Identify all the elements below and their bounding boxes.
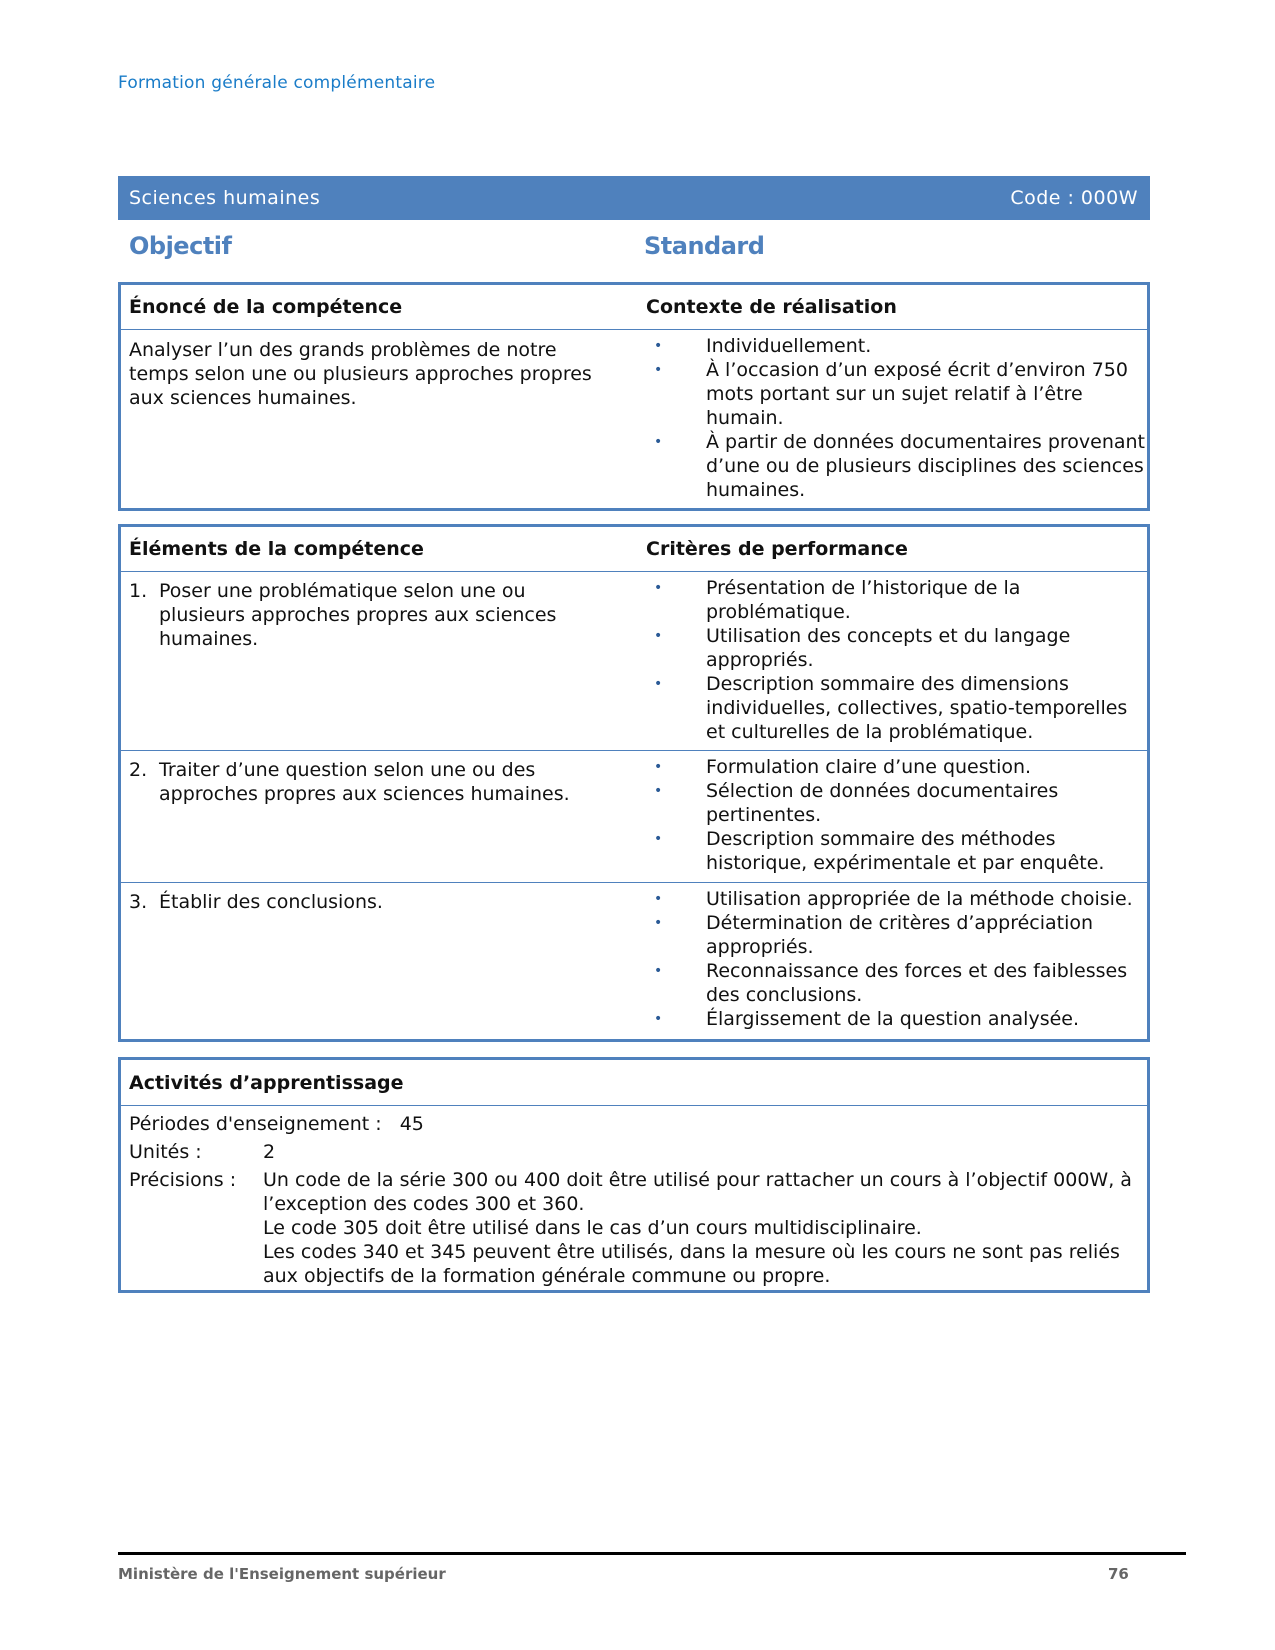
precisions-text: Un code de la série 300 ou 400 doit être utilisé pour rattacher un cours à l’objectif 000W, à l’exception des codes 300 et 360. Le code 305 doit être utilisé dans le cas d’un cours multidisciplinaire. Les codes 340 et 345 peuvent être utilisés, dans la mesure où les cours ne sont pas reliés aux objectifs de la formation générale commune ou propre. (263, 1169, 1132, 1287)
element-number: 2. (129, 759, 148, 781)
elements-table (118, 524, 1150, 1042)
precisions-label: Précisions : (129, 1169, 237, 1191)
element-cell (129, 758, 609, 806)
list-item: • À partir de données documentaires provenant d’une ou de plusieurs disciplines des sciences humaines. (636, 430, 1146, 502)
band-code: Code : 000W (1010, 187, 1138, 209)
criteres-list (636, 755, 1146, 875)
activites-table (118, 1057, 1150, 1293)
element-text: Établir des conclusions. (159, 891, 383, 913)
competence-header-row (121, 285, 1147, 330)
bullet-icon: • (654, 891, 663, 907)
periodes-value: 45 (399, 1113, 424, 1135)
elements-header: Éléments de la compétence (129, 538, 424, 560)
table-row (121, 883, 1147, 1037)
bullet-icon: • (654, 831, 663, 847)
section-title: Formation générale complémentaire (118, 73, 436, 93)
standard-heading: Standard (644, 232, 765, 260)
contexte-list (636, 334, 1146, 502)
list-item: • Élargissement de la question analysée. (636, 1007, 1146, 1031)
periodes-row (129, 1112, 1139, 1136)
list-item: • Formulation claire d’une question. (636, 755, 1146, 779)
page-number: 76 (1108, 1565, 1129, 1583)
precisions-row (129, 1168, 1139, 1288)
competence-row (121, 330, 1147, 510)
list-item: • Utilisation des concepts et du langage appropriés. (636, 624, 1146, 672)
list-item: • Présentation de l’historique de la problématique. (636, 576, 1146, 624)
bullet-icon: • (654, 434, 663, 450)
periodes-label: Périodes d'enseignement : (129, 1113, 382, 1135)
elements-header-row (121, 527, 1147, 572)
bullet-icon: • (654, 759, 663, 775)
activites-body (121, 1106, 1147, 1290)
bullet-icon: • (654, 580, 663, 596)
competence-table (118, 282, 1150, 511)
unites-label: Unités : (129, 1141, 202, 1163)
list-item: • Détermination de critères d’appréciation appropriés. (636, 911, 1146, 959)
enonce-header: Énoncé de la compétence (129, 296, 403, 318)
element-cell (129, 579, 609, 651)
bullet-icon: • (654, 338, 663, 354)
criteres-list (636, 576, 1146, 744)
criteres-list (636, 887, 1146, 1031)
list-item: • Description sommaire des méthodes historique, expérimentale et par enquête. (636, 827, 1146, 875)
list-item: • À l’occasion d’un exposé écrit d’environ 750 mots portant sur un sujet relatif à l’être humain. (636, 358, 1146, 430)
bullet-icon: • (654, 676, 663, 692)
list-item: • Description sommaire des dimensions individuelles, collectives, spatio-temporelles et culturelles de la problématique. (636, 672, 1146, 744)
unites-value: 2 (263, 1141, 276, 1163)
band-title: Sciences humaines (129, 187, 321, 209)
bullet-icon: • (654, 783, 663, 799)
bullet-icon: • (654, 915, 663, 931)
bullet-icon: • (654, 628, 663, 644)
objective-band (118, 176, 1150, 220)
enonce-text: Analyser l’un des grands problèmes de notre temps selon une ou plusieurs approches propres aux sciences humaines. (129, 339, 592, 409)
element-text: Poser une problématique selon une ou plusieurs approches propres aux sciences humaines. (159, 580, 557, 650)
list-item: • Reconnaissance des forces et des faiblesses des conclusions. (636, 959, 1146, 1007)
element-cell (129, 890, 609, 914)
list-item: • Sélection de données documentaires pertinentes. (636, 779, 1146, 827)
criteres-header: Critères de performance (646, 538, 908, 560)
list-item: • Individuellement. (636, 334, 1146, 358)
element-text: Traiter d’une question selon une ou des approches propres aux sciences humaines. (159, 759, 570, 805)
unites-row (129, 1140, 1139, 1164)
table-row (121, 751, 1147, 883)
list-item: • Utilisation appropriée de la méthode choisie. (636, 887, 1146, 911)
bullet-icon: • (654, 963, 663, 979)
element-number: 1. (129, 580, 148, 602)
table-row (121, 572, 1147, 751)
bullet-icon: • (654, 1011, 663, 1027)
contexte-header: Contexte de réalisation (646, 296, 897, 318)
objectif-heading: Objectif (129, 232, 232, 260)
footer-ministry: Ministère de l'Enseignement supérieur (118, 1565, 446, 1583)
footer-divider (118, 1552, 1186, 1555)
bullet-icon: • (654, 362, 663, 378)
column-headings (118, 232, 1150, 272)
element-number: 3. (129, 891, 148, 913)
activites-header: Activités d’apprentissage (129, 1072, 404, 1094)
activites-header-row (121, 1060, 1147, 1106)
